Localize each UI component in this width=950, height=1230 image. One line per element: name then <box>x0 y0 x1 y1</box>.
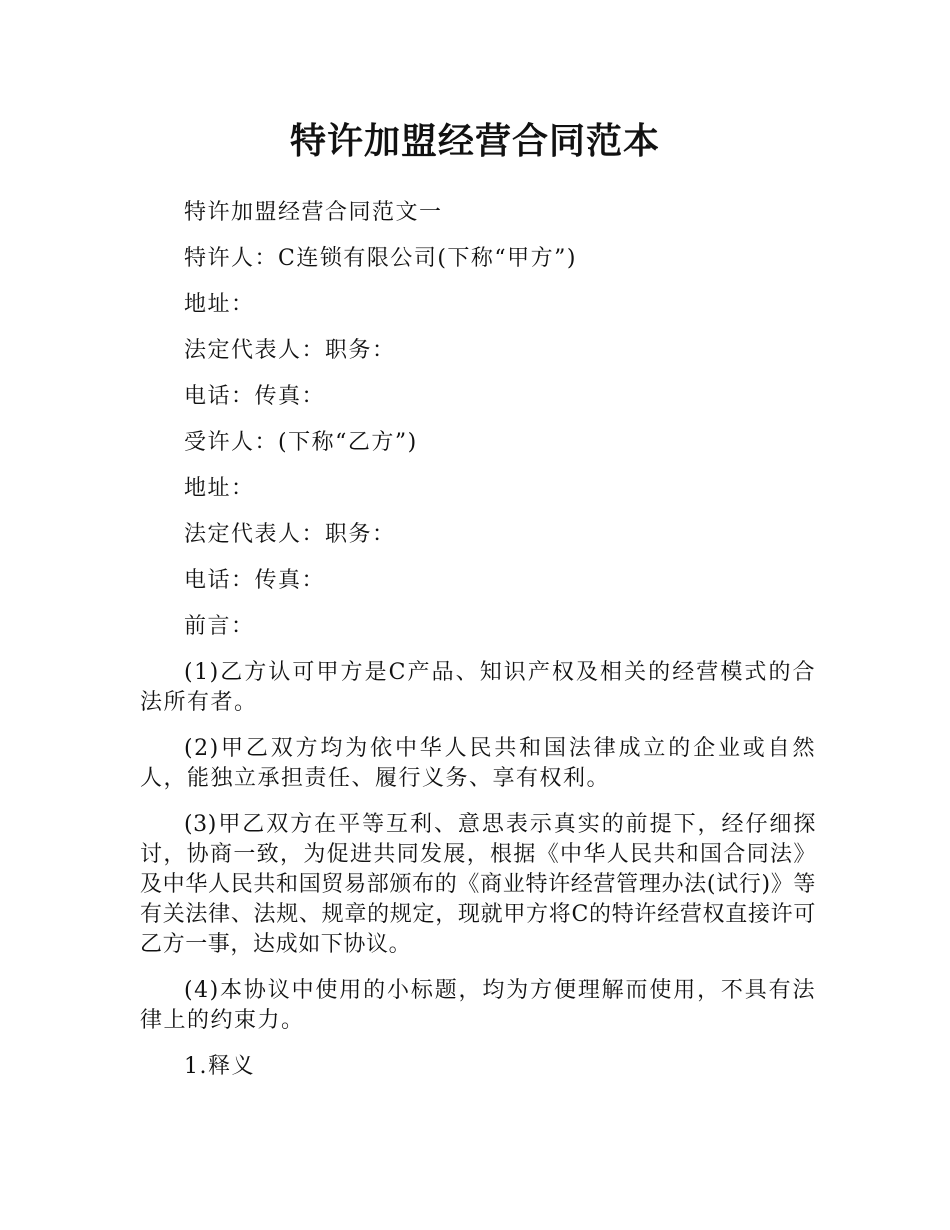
section-heading-definitions: 1.释义 <box>184 1054 255 1079</box>
document-body <box>140 198 816 1098</box>
preface-paragraph-1: (1)乙方认可甲方是C产品、知识产权及相关的经营模式的合法所有者。 <box>140 660 816 715</box>
document-title: 特许加盟经营合同范本 <box>289 121 660 162</box>
franchisor-phone-fax-line: 电话：传真： <box>184 384 326 409</box>
franchisor-address-line: 地址： <box>184 292 255 317</box>
franchisor-line: 特许人：C连锁有限公司(下称“甲方”) <box>184 246 577 271</box>
franchisor-representative-line: 法定代表人：职务： <box>184 338 396 363</box>
preface-paragraph-4: (4)本协议中使用的小标题，均为方便理解而使用，不具有法律上的约束力。 <box>140 978 816 1033</box>
franchisee-phone-fax-line: 电话：传真： <box>184 568 326 593</box>
preface-paragraph-3: (3)甲乙双方在平等互利、意思表示真实的前提下，经仔细探讨，协商一致，为促进共同发展，根据《中华人民共和国合同法》及中华人民共和国贸易部颁布的《商业特许经营管理办法(试行)》等有关法律、法规、规章的规定，现就甲方将C的特许经营权直接许可乙方一事，达成如下协议。 <box>140 812 816 957</box>
preface-paragraph-2: (2)甲乙双方均为依中华人民共和国法律成立的企业或自然人，能独立承担责任、履行义务、享有权利。 <box>140 736 816 791</box>
subtitle-line: 特许加盟经营合同范文一 <box>184 200 443 225</box>
franchisee-address-line: 地址： <box>184 476 255 501</box>
franchisee-representative-line: 法定代表人：职务： <box>184 522 396 547</box>
preface-heading: 前言： <box>184 614 255 639</box>
franchisee-line: 受许人：(下称“乙方”) <box>184 430 418 455</box>
